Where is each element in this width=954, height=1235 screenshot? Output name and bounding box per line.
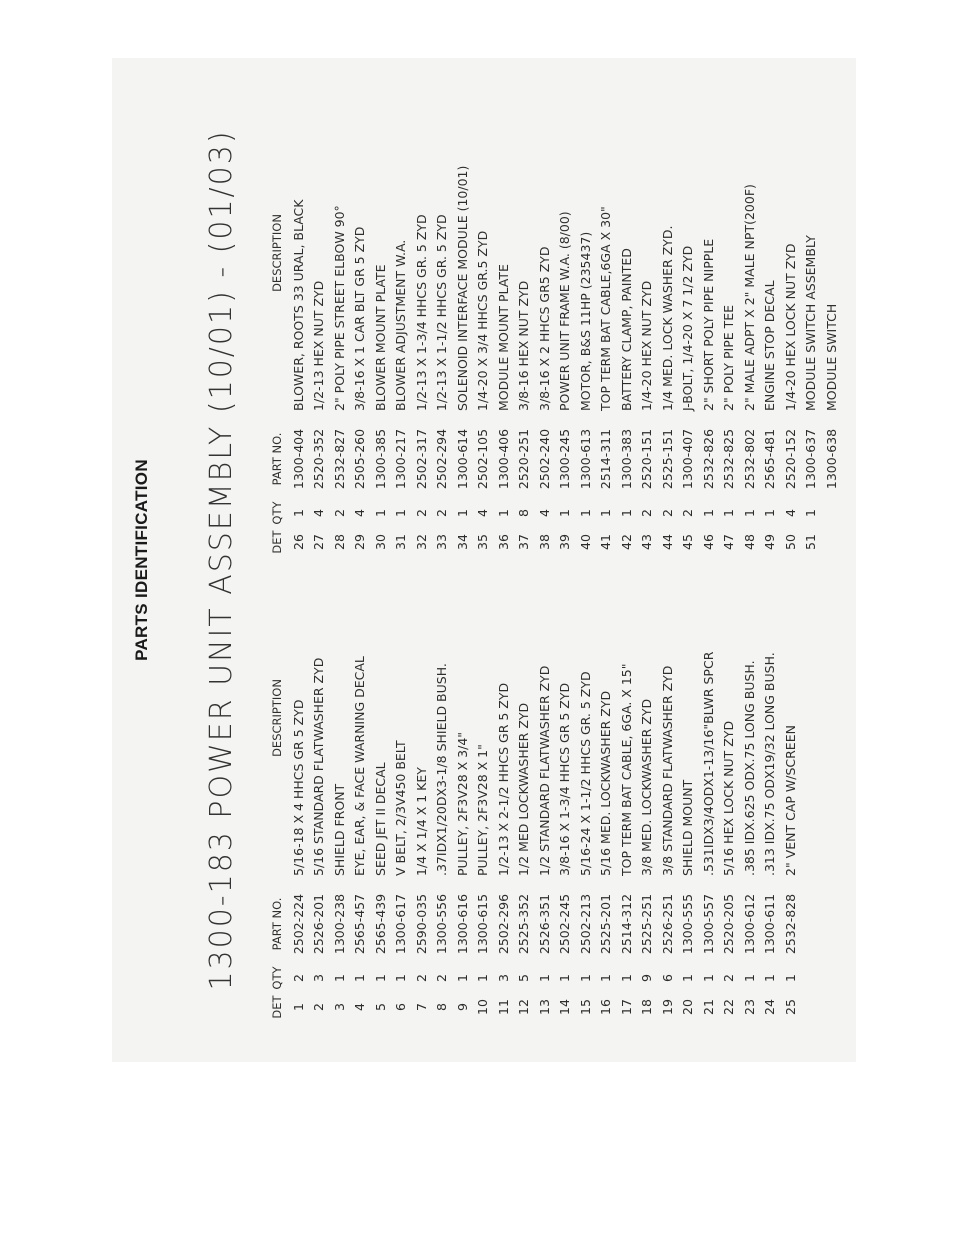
description-cell: 5/16-18 X 4 HHCS GR 5 ZYD [290,699,306,876]
part-number-cell: 1300-406 [495,428,511,490]
table-row [780,87,801,557]
qty-cell: 1 [454,509,470,517]
det-cell: 9 [454,1003,470,1011]
qty-cell: 1 [721,509,737,517]
description-cell: 5/16 MED. LOCKWASHER ZYD [598,690,614,876]
table-row [350,552,371,1022]
part-number-cell: 1300-612 [741,893,757,955]
rows-right [288,87,842,557]
qty-cell: 1 [680,974,696,982]
description-cell: SEED JET II DECAL [372,762,388,876]
part-number-cell: 1300-613 [577,428,593,490]
description-cell: BATTERY CLAMP, PAINTED [618,248,634,411]
description-cell: .313 IDX.75 ODX19/32 LONG BUSH. [762,652,778,876]
qty-cell: 1 [331,974,347,982]
part-number-cell: 2525-201 [598,893,614,955]
description-cell: 5/16-24 X 1-1/2 HHCS GR. 5 ZYD [577,671,593,876]
table-row [760,552,781,1022]
part-number-cell: 2505-260 [352,428,368,490]
det-cell: 12 [516,999,532,1015]
qty-cell: 4 [311,509,327,517]
det-cell: 47 [721,534,737,550]
qty-cell: 1 [495,509,511,517]
table-row [596,552,617,1022]
description-cell: 1/4 X 1/4 X 1 KEY [413,767,429,876]
det-cell: 6 [393,1003,409,1011]
det-cell: 41 [598,534,614,550]
col-det: DET [270,995,284,1019]
description-cell: ENGINE STOP DECAL [762,280,778,411]
description-cell: 3/8-16 X 2 HHCS GR5 ZYD [536,246,552,411]
description-cell: PULLEY, 2F3V28 X 3/4" [454,731,470,876]
rotated-page [112,58,856,1062]
part-number-cell: 1300-637 [803,428,819,490]
table-row [575,87,596,557]
col-det: DET [270,530,284,554]
det-cell: 20 [680,999,696,1015]
det-cell: 42 [618,534,634,550]
table-row [801,87,822,557]
description-cell: 5/16 HEX LOCK NUT ZYD [721,720,737,876]
det-cell: 38 [536,534,552,550]
part-number-cell: 2502-240 [536,428,552,490]
description-cell: 3/8-16 X 1 CAR BLT GR 5 ZYD [352,226,368,411]
table-row [514,87,535,557]
table-row [616,552,637,1022]
description-cell: 2" MALE ADPT X 2" MALE NPT(200F) [741,184,757,411]
description-cell: SHIELD MOUNT [680,779,696,876]
table-row [493,552,514,1022]
part-number-cell: 2525-352 [516,893,532,955]
description-cell: TOP TERM BAT CABLE,6GA X 30" [598,206,614,411]
part-number-cell: 2532-825 [721,428,737,490]
det-cell: 13 [536,999,552,1015]
description-cell: SHIELD FRONT [331,783,347,876]
part-number-cell: 2532-827 [331,428,347,490]
part-number-cell: 1300-217 [393,428,409,490]
qty-cell: 2 [413,509,429,517]
part-number-cell: 2502-213 [577,893,593,955]
part-number-cell: 2525-251 [639,893,655,955]
description-cell: 3/8-16 X 1-3/4 HHCS GR 5 ZYD [557,682,573,876]
qty-cell: 1 [393,509,409,517]
page-banner: PARTS IDENTIFICATION [132,459,151,661]
qty-cell: 2 [434,974,450,982]
description-cell: .37IDX1/20DX3-1/8 SHIELD BUSH. [434,663,450,876]
det-cell: 22 [721,999,737,1015]
det-cell: 30 [372,534,388,550]
assembly-title: 1300-183 POWER UNIT ASSEMBLY (10/01) - (01/03) [204,129,239,991]
part-number-cell: 2514-311 [598,428,614,490]
part-number-cell: 2520-152 [782,428,798,490]
description-cell: MODULE MOUNT PLATE [495,264,511,411]
table-row [350,87,371,557]
qty-cell: 5 [516,974,532,982]
description-cell: 1/4 MED. LOCK WASHER ZYD. [659,225,675,411]
qty-cell: 1 [372,509,388,517]
det-cell: 46 [700,534,716,550]
qty-cell: 1 [618,974,634,982]
det-cell: 25 [782,999,798,1015]
description-cell: V BELT, 2/3V450 BELT [393,740,409,876]
qty-cell: 1 [475,974,491,982]
part-number-cell: 1300-407 [680,428,696,490]
det-cell: 39 [557,534,573,550]
part-number-cell: 2502-224 [290,893,306,955]
part-number-cell: 2502-317 [413,428,429,490]
table-header [248,87,288,557]
qty-cell: 4 [475,509,491,517]
table-row [739,87,760,557]
part-number-cell: 2520-151 [639,428,655,490]
table-header [248,552,288,1022]
description-cell: BLOWER, ROOTS 33 URAL, BLACK [290,199,306,411]
qty-cell: 2 [434,509,450,517]
description-cell: SOLENOID INTERFACE MODULE (10/01) [454,165,470,411]
qty-cell: 1 [372,974,388,982]
det-cell: 43 [639,534,655,550]
description-cell: PULLEY, 2F3V28 X 1" [475,744,491,876]
qty-cell: 2 [680,509,696,517]
det-cell: 17 [618,999,634,1015]
part-number-cell: 2520-251 [516,428,532,490]
part-number-cell: 2565-481 [762,428,778,490]
table-row [432,552,453,1022]
table-row [657,87,678,557]
qty-cell: 2 [331,509,347,517]
part-number-cell: 1300-611 [762,893,778,955]
table-row [555,87,576,557]
table-row [411,552,432,1022]
part-number-cell: 2525-151 [659,428,675,490]
det-cell: 23 [741,999,757,1015]
part-number-cell: 1300-404 [290,428,306,490]
table-row [637,552,658,1022]
det-cell: 18 [639,999,655,1015]
part-number-cell: 1300-614 [454,428,470,490]
part-number-cell: 1300-245 [557,428,573,490]
det-cell: 14 [557,999,573,1015]
det-cell: 49 [762,534,778,550]
det-cell: 1 [290,1003,306,1011]
table-row [821,87,842,557]
part-number-cell: 1300-638 [823,428,839,490]
part-number-cell: 2520-352 [311,428,327,490]
table-row [493,87,514,557]
qty-cell: 3 [495,974,511,982]
table-row [391,87,412,557]
qty-cell: 1 [557,974,573,982]
description-cell: 3/8-16 HEX NUT ZYD [516,280,532,411]
qty-cell: 1 [741,509,757,517]
part-number-cell: 2565-457 [352,893,368,955]
table-row [370,552,391,1022]
det-cell: 34 [454,534,470,550]
table-row [698,552,719,1022]
table-row [719,87,740,557]
qty-cell: 1 [598,974,614,982]
qty-cell: 1 [290,509,306,517]
description-cell: POWER UNIT FRAME W.A. (8/00) [557,211,573,411]
det-cell: 40 [577,534,593,550]
qty-cell: 4 [782,509,798,517]
part-number-cell: 2526-251 [659,893,675,955]
part-number-cell: 2532-828 [782,893,798,955]
rows-left [288,552,801,1022]
description-cell: .385 IDX.625 ODX.75 LONG BUSH. [741,660,757,876]
qty-cell: 1 [598,509,614,517]
table-row [391,552,412,1022]
part-number-cell: 1300-385 [372,428,388,490]
part-number-cell: 1300-556 [434,893,450,955]
table-row [678,552,699,1022]
table-row [288,552,309,1022]
part-number-cell: 2532-802 [741,428,757,490]
part-number-cell: 2502-296 [495,893,511,955]
qty-cell: 6 [659,974,675,982]
col-desc: DESCRIPTION [270,679,284,757]
qty-cell: 1 [762,974,778,982]
part-number-cell: 1300-238 [331,893,347,955]
qty-cell: 1 [557,509,573,517]
description-cell: BLOWER MOUNT PLATE [372,264,388,411]
parts-sheet [112,58,856,1062]
table-row [657,552,678,1022]
qty-cell: 2 [639,509,655,517]
qty-cell: 2 [721,974,737,982]
table-row [370,87,391,557]
table-row [309,87,330,557]
description-cell: 3/8 STANDARD FLATWASHER ZYD [659,665,675,876]
det-cell: 37 [516,534,532,550]
qty-cell: 1 [803,509,819,517]
description-cell: 1/2-13 X 1-3/4 HHCS GR. 5 ZYD [413,214,429,411]
description-cell: J-BOLT, 1/4-20 X 7 1/2 ZYD [680,245,696,411]
det-cell: 32 [413,534,429,550]
part-number-cell: 1300-555 [680,893,696,955]
description-cell: MODULE SWITCH [823,303,839,411]
table-row [411,87,432,557]
description-cell: 5/16 STANDARD FLATWASHER ZYD [311,657,327,876]
det-cell: 8 [434,1003,450,1011]
det-cell: 4 [352,1003,368,1011]
qty-cell: 1 [393,974,409,982]
det-cell: 24 [762,999,778,1015]
parts-table-left [248,552,801,1022]
qty-cell: 9 [639,974,655,982]
det-cell: 45 [680,534,696,550]
det-cell: 28 [331,534,347,550]
description-cell: TOP TERM BAT CABLE, 6GA. X 15" [618,663,634,876]
qty-cell: 4 [352,509,368,517]
part-number-cell: 2520-205 [721,893,737,955]
description-cell: MOTOR, B&S 11HP (235437) [577,231,593,411]
qty-cell: 1 [700,974,716,982]
qty-cell: 8 [516,509,532,517]
det-cell: 51 [803,534,819,550]
part-number-cell: 2502-105 [475,428,491,490]
qty-cell: 2 [659,509,675,517]
det-cell: 29 [352,534,368,550]
col-part: PART NO. [270,897,284,951]
description-cell: 1/2-13 X 2-1/2 HHCS GR 5 ZYD [495,682,511,876]
det-cell: 44 [659,534,675,550]
det-cell: 15 [577,999,593,1015]
table-row [309,552,330,1022]
det-cell: 36 [495,534,511,550]
table-row [719,552,740,1022]
part-number-cell: 2502-294 [434,428,450,490]
description-cell: 1/4-20 HEX NUT ZYD [639,280,655,411]
part-number-cell: 1300-617 [393,893,409,955]
description-cell: 1/2 MED LOCKWASHER ZYD [516,702,532,876]
qty-cell: 4 [536,509,552,517]
table-row [288,87,309,557]
det-cell: 50 [782,534,798,550]
description-cell: EYE, EAR, & FACE WARNING DECAL [352,656,368,876]
qty-cell: 2 [413,974,429,982]
description-cell: 1/2-13 X 1-1/2 HHCS GR. 5 ZYD [434,214,450,411]
det-cell: 16 [598,999,614,1015]
qty-cell: 2 [290,974,306,982]
table-row [432,87,453,557]
qty-cell: 1 [782,974,798,982]
table-row [739,552,760,1022]
part-number-cell: 2526-201 [311,893,327,955]
part-number-cell: 2532-826 [700,428,716,490]
description-cell: 1/2-13 HEX NUT ZYD [311,280,327,411]
qty-cell: 1 [741,974,757,982]
det-cell: 19 [659,999,675,1015]
part-number-cell: 1300-615 [475,893,491,955]
table-row [534,552,555,1022]
table-row [329,87,350,557]
description-cell: 2" SHORT POLY PIPE NIPPLE [700,238,716,411]
part-number-cell: 2514-312 [618,893,634,955]
qty-cell: 1 [762,509,778,517]
det-cell: 21 [700,999,716,1015]
part-number-cell: 2526-351 [536,893,552,955]
part-number-cell: 1300-383 [618,428,634,490]
table-row [637,87,658,557]
table-row [760,87,781,557]
part-number-cell: 1300-557 [700,893,716,955]
table-row [473,87,494,557]
part-number-cell: 2502-245 [557,893,573,955]
description-cell: MODULE SWITCH ASSEMBLY [803,235,819,411]
table-row [473,552,494,1022]
qty-cell: 3 [311,974,327,982]
description-cell: .531IDX3/4ODX1-13/16"BLWR SPCR [700,651,716,876]
description-cell: 1/4-20 X 3/4 HHCS GR.5 ZYD [475,230,491,411]
parts-table-right [248,87,842,557]
qty-cell: 1 [577,509,593,517]
col-desc: DESCRIPTION [270,214,284,292]
description-cell: 2" POLY PIPE TEE [721,304,737,411]
qty-cell: 1 [700,509,716,517]
table-row [596,87,617,557]
table-row [616,87,637,557]
det-cell: 35 [475,534,491,550]
table-row [452,552,473,1022]
table-row [452,87,473,557]
det-cell: 27 [311,534,327,550]
description-cell: 1/2 STANDARD FLATWASHER ZYD [536,665,552,876]
part-number-cell: 2590-035 [413,893,429,955]
table-row [575,552,596,1022]
col-qty: QTY [270,966,284,990]
part-number-cell: 1300-616 [454,893,470,955]
table-row [780,552,801,1022]
table-row [678,87,699,557]
qty-cell: 1 [352,974,368,982]
qty-cell: 1 [577,974,593,982]
table-row [534,87,555,557]
col-qty: QTY [270,501,284,525]
description-cell: 2" POLY PIPE STREET ELBOW 90° [331,205,347,411]
qty-cell: 1 [454,974,470,982]
qty-cell: 1 [618,509,634,517]
det-cell: 31 [393,534,409,550]
det-cell: 48 [741,534,757,550]
table-row [555,552,576,1022]
description-cell: 1/4-20 HEX LOCK NUT ZYD [782,243,798,411]
table-row [514,552,535,1022]
description-cell: 2" VENT CAP W/SCREEN [782,725,798,876]
det-cell: 7 [413,1003,429,1011]
table-row [329,552,350,1022]
table-row [698,87,719,557]
det-cell: 33 [434,534,450,550]
det-cell: 3 [331,1003,347,1011]
det-cell: 5 [372,1003,388,1011]
qty-cell: 1 [536,974,552,982]
description-cell: 3/8 MED. LOCKWASHER ZYD [639,698,655,876]
det-cell: 26 [290,534,306,550]
col-part: PART NO. [270,432,284,486]
det-cell: 10 [475,999,491,1015]
det-cell: 11 [495,999,511,1015]
description-cell: BLOWER ADJUSTMENT W.A. [393,239,409,411]
det-cell: 2 [311,1003,327,1011]
part-number-cell: 2565-439 [372,893,388,955]
